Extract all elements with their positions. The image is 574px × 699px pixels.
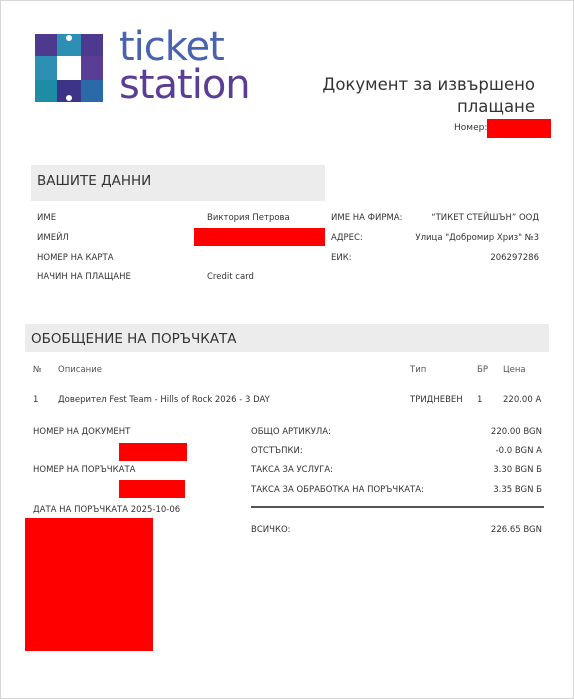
logo-text-station: station [119, 62, 250, 108]
row-description: Доверител Fest Team - Hills of Rock 2026 - 3 DAY [58, 395, 270, 405]
processing-fee-label: ТАКСА ЗА ОБРАБОТКА НА ПОРЪЧКАТА: [251, 485, 424, 495]
address-value: Улица "Добромир Хриз" №3 [415, 233, 539, 243]
doc-number-label: НОМЕР НА ДОКУМЕНТ [33, 427, 131, 437]
name-value: Виктория Петрова [207, 213, 290, 223]
service-fee-label: ТАКСА ЗА УСЛУГА: [251, 465, 334, 475]
ticket-station-logo-icon [35, 34, 103, 102]
column-description: Описание [58, 365, 102, 375]
eik-label: ЕИК: [331, 253, 352, 263]
card-number-label: НОМЕР НА КАРТА [37, 253, 114, 263]
redacted-email [194, 228, 325, 246]
order-date-label [33, 505, 180, 515]
column-qty: БР [477, 365, 488, 375]
totals-divider [251, 506, 544, 508]
redacted-order-number [119, 480, 185, 498]
document-title: Документ за извършено плащане [322, 75, 535, 116]
order-date-label-text: ДАТА НА ПОРЪЧКАТА [33, 505, 129, 515]
processing-fee-value: 3.35 BGN Б [493, 485, 542, 495]
order-summary-title: ОБОБЩЕНИЕ НА ПОРЪЧКАТА [31, 331, 237, 347]
your-data-title: ВАШИТЕ ДАННИ [37, 173, 152, 189]
row-number: 1 [33, 395, 39, 405]
order-number-label: НОМЕР НА ПОРЪЧКАТА [33, 465, 136, 475]
company-label: ИМЕ НА ФИРМА: [331, 213, 403, 223]
email-label: ИМЕЙЛ [37, 233, 69, 243]
discounts-value: -0.0 BGN А [495, 446, 542, 456]
document-number-label: Номер: [454, 123, 488, 133]
payment-method-label: НАЧИН НА ПЛАЩАНЕ [37, 272, 131, 282]
redacted-document-number [487, 119, 551, 138]
items-total-value: 220.00 BGN [490, 427, 542, 437]
order-date-value: 2025-10-06 [130, 505, 181, 515]
column-price: Цена [503, 365, 526, 375]
eik-value: 206297286 [490, 253, 539, 263]
column-type: Тип [410, 365, 427, 375]
payment-method-value: Credit card [207, 272, 254, 282]
column-number: № [33, 365, 42, 375]
grand-total-value: 226.65 BGN [490, 525, 542, 535]
items-total-label: ОБЩО АРТИКУЛА: [251, 427, 331, 437]
redacted-block [25, 518, 153, 651]
company-value: “ТИКЕТ СТЕЙШЪН” ООД [431, 213, 539, 223]
row-type: ТРИДНЕВЕН [410, 395, 463, 405]
row-price: 220.00 А [503, 395, 542, 405]
service-fee-value: 3.30 BGN Б [493, 465, 542, 475]
discounts-label: ОТСТЪПКИ: [251, 446, 303, 456]
redacted-doc-number [119, 443, 187, 461]
grand-total-label: ВСИЧКО: [251, 525, 291, 535]
row-qty: 1 [477, 395, 483, 405]
logo-text-ticket: ticket [119, 24, 224, 70]
name-label: ИМЕ [37, 213, 57, 223]
address-label: АДРЕС: [331, 233, 363, 243]
